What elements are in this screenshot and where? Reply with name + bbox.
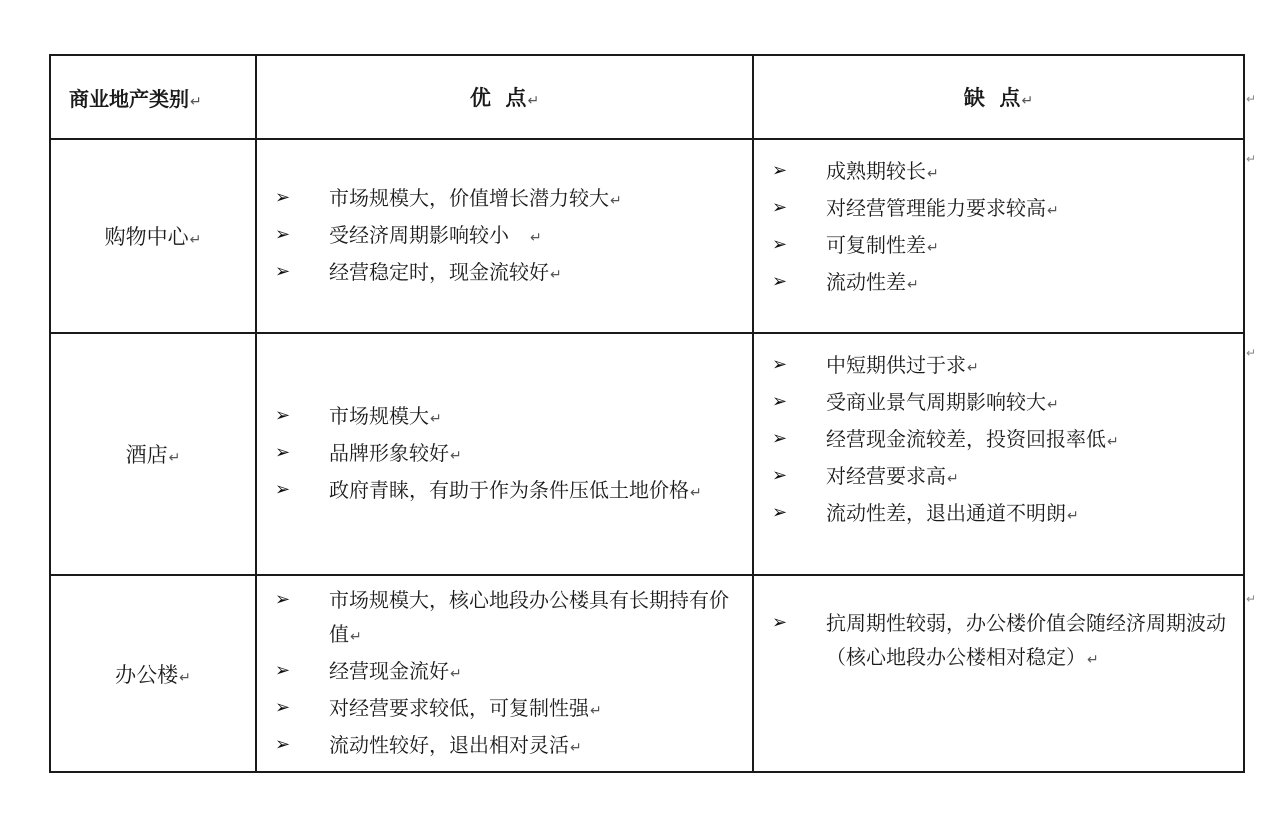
paragraph-mark-icon: ↵	[967, 360, 979, 376]
list-item-text: 市场规模大	[329, 403, 429, 428]
list-item	[772, 606, 1235, 677]
paragraph-mark-icon: ↵	[1246, 152, 1257, 166]
list-item	[772, 496, 1235, 533]
paragraph-mark-icon: ↵	[1021, 93, 1034, 109]
list-item	[772, 459, 1235, 496]
arrow-bullet-icon: ➢	[772, 271, 788, 292]
cons-cell	[753, 333, 1244, 575]
cons-list	[754, 348, 1243, 533]
list-item-text: 受商业景气周期影响较大	[826, 390, 1046, 414]
arrow-bullet-icon: ➢	[772, 234, 788, 255]
table-row	[50, 333, 1244, 575]
list-item	[275, 399, 744, 436]
paragraph-mark-icon: ↵	[610, 192, 622, 209]
category-label: 办公楼	[115, 662, 179, 687]
paragraph-mark-icon: ↵	[550, 266, 562, 283]
paragraph-mark-icon: ↵	[1067, 508, 1079, 524]
list-item	[772, 191, 1235, 228]
paragraph-mark-icon: ↵	[168, 450, 181, 466]
arrow-bullet-icon: ➢	[275, 223, 291, 245]
paragraph-mark-icon: ↵	[190, 93, 202, 110]
list-item-text: 对经营要求高	[826, 464, 946, 488]
paragraph-mark-icon: ↵	[1087, 652, 1099, 668]
table-row	[50, 139, 1244, 333]
list-item-text: 品牌形象较好	[329, 440, 449, 465]
arrow-bullet-icon: ➢	[772, 502, 788, 523]
pros-cell	[256, 333, 753, 575]
list-item	[275, 255, 744, 292]
list-item	[275, 654, 744, 691]
arrow-bullet-icon: ➢	[275, 588, 291, 610]
paragraph-mark-icon: ↵	[527, 93, 540, 109]
arrow-bullet-icon: ➢	[275, 260, 291, 282]
paragraph-mark-icon: ↵	[927, 240, 939, 256]
list-item-text: 流动性差，退出通道不明朗	[826, 501, 1066, 525]
paragraph-mark-icon: ↵	[570, 739, 582, 756]
arrow-bullet-icon: ➢	[772, 160, 788, 181]
list-item	[772, 265, 1235, 302]
comparison-table	[49, 54, 1245, 773]
arrow-bullet-icon: ➢	[275, 404, 291, 426]
table-row	[50, 575, 1244, 772]
paragraph-mark-icon: ↵	[690, 484, 702, 501]
category-label: 酒店	[125, 443, 168, 467]
paragraph-mark-icon: ↵	[1246, 92, 1257, 106]
list-item	[772, 154, 1235, 191]
pros-list	[257, 583, 752, 765]
list-item-text: 市场规模大，核心地段办公楼具有长期持有价值	[329, 587, 729, 646]
list-item	[772, 385, 1235, 422]
paragraph-mark-icon: ↵	[450, 665, 462, 682]
list-item-text: 流动性差	[826, 270, 906, 294]
paragraph-mark-icon: ↵	[530, 229, 542, 246]
paragraph-mark-icon: ↵	[350, 628, 362, 645]
list-item	[275, 583, 744, 654]
header-pros	[256, 55, 753, 139]
header-cons-text: 缺 点	[963, 86, 1021, 110]
category-cell	[50, 139, 256, 333]
arrow-bullet-icon: ➢	[772, 465, 788, 486]
paragraph-mark-icon: ↵	[927, 166, 939, 182]
header-category	[50, 55, 256, 139]
header-row	[50, 55, 1244, 139]
category-cell	[50, 575, 256, 772]
paragraph-mark-icon: ↵	[1246, 592, 1257, 606]
arrow-bullet-icon: ➢	[772, 391, 788, 412]
cons-list	[754, 606, 1243, 677]
arrow-bullet-icon: ➢	[772, 428, 788, 449]
arrow-bullet-icon: ➢	[275, 186, 291, 208]
arrow-bullet-icon: ➢	[275, 733, 291, 755]
paragraph-mark-icon: ↵	[1047, 203, 1059, 219]
list-item-text: 市场规模大，价值增长潜力较大	[329, 185, 609, 210]
list-item-text: 经营现金流好	[329, 658, 449, 683]
list-item	[275, 181, 744, 218]
arrow-bullet-icon: ➢	[772, 612, 788, 633]
paragraph-mark-icon: ↵	[1246, 346, 1257, 360]
header-category-text: 商业地产类别	[69, 86, 189, 111]
list-item	[275, 436, 744, 473]
paragraph-mark-icon: ↵	[179, 669, 191, 686]
pros-list	[257, 399, 752, 510]
paragraph-mark-icon: ↵	[590, 702, 602, 719]
paragraph-mark-icon: ↵	[1107, 434, 1119, 450]
paragraph-mark-icon: ↵	[1047, 397, 1059, 413]
cons-list	[754, 154, 1243, 302]
cons-cell	[753, 139, 1244, 333]
arrow-bullet-icon: ➢	[275, 659, 291, 681]
list-item	[772, 228, 1235, 265]
list-item-text: 对经营要求较低，可复制性强	[329, 695, 589, 720]
list-item-text: 对经营管理能力要求较高	[826, 196, 1046, 220]
paragraph-mark-icon: ↵	[189, 232, 202, 248]
header-pros-text: 优 点	[469, 86, 527, 110]
arrow-bullet-icon: ➢	[275, 441, 291, 463]
list-item	[275, 728, 744, 765]
cons-cell	[753, 575, 1244, 772]
list-item	[772, 348, 1235, 385]
list-item-text: 中短期供过于求	[826, 353, 966, 377]
category-cell	[50, 333, 256, 575]
list-item	[772, 422, 1235, 459]
arrow-bullet-icon: ➢	[275, 696, 291, 718]
list-item	[275, 473, 744, 510]
category-label: 购物中心	[104, 225, 189, 249]
arrow-bullet-icon: ➢	[772, 354, 788, 375]
pros-cell	[256, 575, 753, 772]
list-item-text: 抗周期性较弱，办公楼价值会随经济周期波动（核心地段办公楼相对稳定）	[826, 611, 1226, 669]
list-item	[275, 218, 744, 255]
list-item-text: 政府青睐，有助于作为条件压低土地价格	[329, 477, 689, 502]
list-item-text: 可复制性差	[826, 233, 926, 257]
list-item-text: 经营稳定时，现金流较好	[329, 259, 549, 284]
list-item-text: 受经济周期影响较小	[329, 222, 509, 247]
paragraph-mark-icon: ↵	[450, 447, 462, 464]
paragraph-mark-icon: ↵	[947, 471, 959, 487]
pros-cell	[256, 139, 753, 333]
arrow-bullet-icon: ➢	[772, 197, 788, 218]
paragraph-mark-icon: ↵	[907, 277, 919, 293]
pros-list	[257, 181, 752, 292]
list-item-text: 流动性较好，退出相对灵活	[329, 732, 569, 757]
arrow-bullet-icon: ➢	[275, 478, 291, 500]
paragraph-mark-icon: ↵	[430, 410, 442, 427]
header-cons	[753, 55, 1244, 139]
list-item	[275, 691, 744, 728]
list-item-text: 经营现金流较差，投资回报率低	[826, 427, 1106, 451]
list-item-text: 成熟期较长	[826, 159, 926, 183]
